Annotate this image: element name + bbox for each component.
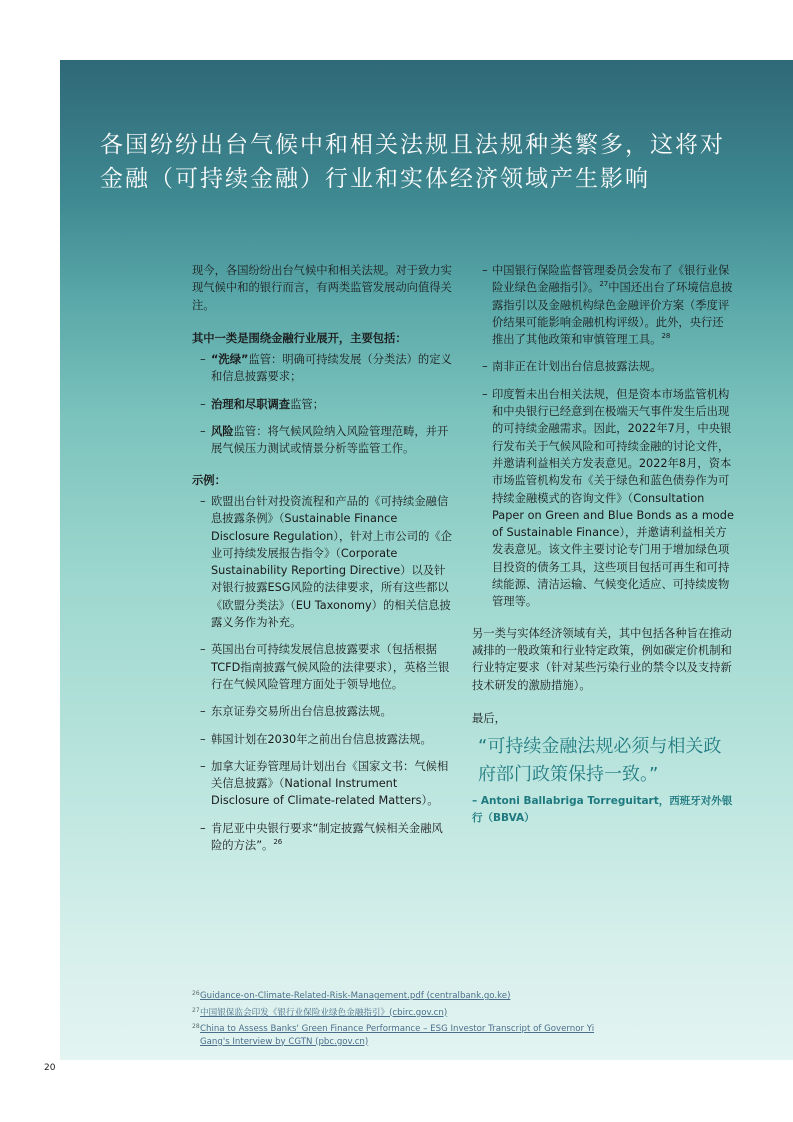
intro-paragraph: 现今，各国纷纷出台气候中和相关法规。对于致力实现气候中和的银行而言，有两类监管发展动向值得关注。 xyxy=(192,264,452,312)
lastly-text: 最后， xyxy=(472,711,506,725)
list-item-bold: 风险 xyxy=(211,425,234,439)
footnote-ref: 27 xyxy=(599,280,609,289)
footnote: 28 China to Assess Banks' Green Finance Performance – ESG Investor Transcript of Governor Yi Gang's Interview by CGTN (pbc.gov.cn) xyxy=(192,1023,595,1047)
list-item-bold: “洗绿” xyxy=(211,353,249,367)
pull-quote: “可持续金融法规必须与相关政府部门政策保持一致。” xyxy=(478,736,722,786)
list-item-text: 肯尼亚中央银行要求“制定披露气候相关金融风险的方法”。 xyxy=(211,821,443,853)
footnote: 26 Guidance-on-Climate-Related-Risk-Management.pdf (centralbank.go.ke) xyxy=(192,990,511,1001)
list-item xyxy=(192,396,454,413)
examples-heading: 示例： xyxy=(192,473,226,487)
list-item xyxy=(192,423,454,458)
page-number: 20 xyxy=(44,1063,56,1073)
footnote-ref: 26 xyxy=(273,838,283,847)
list-item: – 加拿大证券管理局计划出台《国家文书：气候相关信息披露》（National Instrument Disclosure of Climate-related Matters）。 xyxy=(192,758,454,810)
list-item-text: 中国银行保险监督管理委员会发布了《银行业保险业绿色金融指引》。 xyxy=(492,264,730,295)
list-item-text: 中国还出台了环境信息披露指引以及金融机构绿色金融评价方案（季度评价结果可能影响金融机构评级）。此外，央行还推出了其他政策和审慎管理工具。 xyxy=(492,281,733,347)
list-item: – 印度暂未出台相关法规，但是资本市场监管机构和中央银行已经意到在极端天气事件发生后出现的可持续金融需求。因此，2022年7月，中央银行发布关于气候风险和可持续金融的讨论文件，并邀请利益相关方发表意见。2022年8月，资本市场监管机构发布《关于绿色和蓝色债券作为可持续金融模式的咨询文件》（Consultation Paper on Green and Blue Bonds as a mode of Sustainable Finance），并邀请利益相关方发表意见。该文件主要讨论专门用于增加绿色项目投资的债务工具，这些项目包括可再生和可持续能源、清洁运输、气候变化适应、可持续废物管理等。 xyxy=(472,386,734,611)
category2-paragraph: 另一类与实体经济领域有关，其中包括各种旨在推动减排的一般政策和行业特定政策，例如碳定价机制和行业特定要求（针对某些污染行业的禁令以及支持新技术研发的激励措施）。 xyxy=(472,626,732,692)
page-heading xyxy=(100,128,750,196)
list-item-text: 监管：明确可持续发展（分类法）的定义和信息披露要求； xyxy=(211,353,452,384)
category1-heading: 其中一类是围绕金融行业展开，主要包括： xyxy=(192,331,407,345)
footnote-ref: 28 xyxy=(661,332,671,341)
list-item xyxy=(192,351,454,386)
right-column xyxy=(472,262,734,827)
list-item-text: 监管； xyxy=(290,397,324,411)
left-column xyxy=(192,262,454,868)
examples-list xyxy=(192,493,454,854)
list-item-text: 监管：将气候风险纳入风险管理范畴，并开展气候压力测试或情景分析等监管工作。 xyxy=(211,425,449,456)
list-item xyxy=(192,820,454,855)
regulations-list xyxy=(472,262,734,611)
footnote: 27 中国银保监会印发《银行业保险业绿色金融指引》(cbirc.gov.cn) xyxy=(192,1006,448,1018)
list-item: – 韩国计划在2030年之前出台信息披露法规。 xyxy=(192,731,454,748)
footnote-link[interactable]: China to Assess Banks' Green Finance Performance – ESG Investor Transcript of Governor Yi Gang's Interview by CGTN (pbc.gov.cn) xyxy=(200,1024,595,1047)
footnote-link[interactable]: Guidance-on-Climate-Related-Risk-Management.pdf (centralbank.go.ke) xyxy=(200,991,511,1001)
list-item: – 英国出台可持续发展信息披露要求（包括根据TCFD指南披露气候风险的法律要求），英格兰银行在气候风险管理方面处于领导地位。 xyxy=(192,641,454,693)
list-item xyxy=(472,262,734,348)
heading-line-2: 金融（可持续金融）行业和实体经济领域产生影响 xyxy=(100,166,650,192)
footnotes xyxy=(192,990,612,1052)
list-item: – 南非正在计划出台信息披露法规。 xyxy=(472,358,734,375)
footnote-link[interactable]: 中国银保监会印发《银行业保险业绿色金融指引》(cbirc.gov.cn) xyxy=(200,1007,448,1018)
quote-attribution: – Antoni Ballabriga Torreguitart，西班牙对外银行（BBVA） xyxy=(472,795,733,825)
list-item: – 东京证券交易所出台信息披露法规。 xyxy=(192,703,454,720)
list-item-bold: 治理和尽职调查 xyxy=(211,397,291,411)
category1-list xyxy=(192,351,454,457)
heading-line-1: 各国纷纷出台气候中和相关法规且法规种类繁多，这将对 xyxy=(100,132,725,158)
list-item: – 欧盟出台针对投资流程和产品的《可持续金融信息披露条例》（Sustainable Finance Disclosure Regulation），针对上市公司的《企业可持续发展报告指令》（Corporate Sustainability Reporting Directive）以及针对银行披露ESG风险的法律要求，所有这些都以《欧盟分类法》（EU Taxonomy）的相关信息披露义务作为补充。 xyxy=(192,493,454,631)
